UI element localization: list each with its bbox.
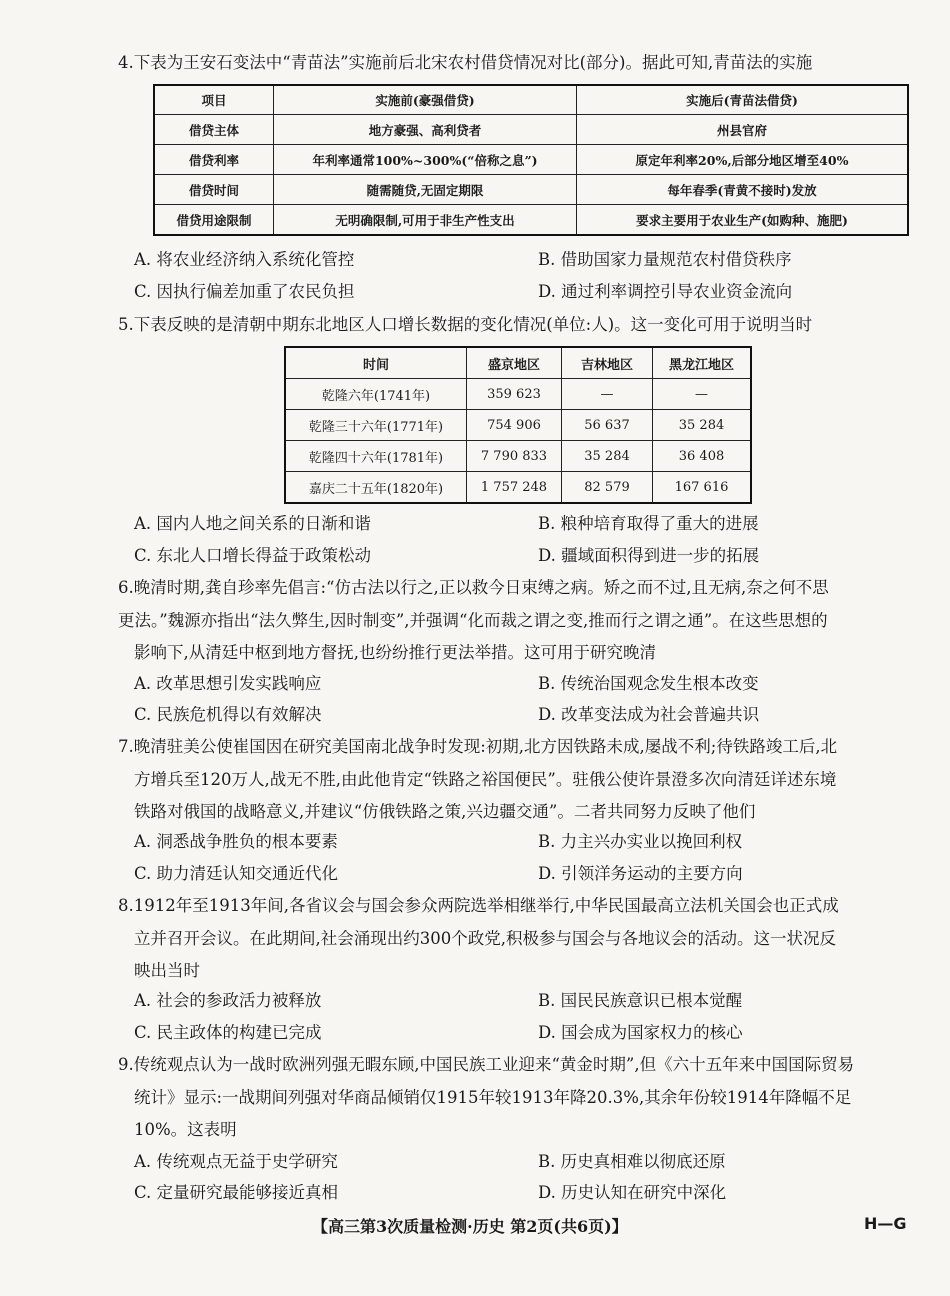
table-cell: — bbox=[653, 379, 752, 410]
option-a: A. 改革思想引发实践响应 bbox=[134, 674, 322, 693]
table-header-cell: 时间 bbox=[285, 347, 467, 379]
option-c: C. 民族危机得以有效解决 bbox=[134, 705, 322, 724]
question-6-line-3: 影响下,从清廷中枢到地方督抚,也纷纷推行更法举措。这可用于研究晚清 bbox=[134, 643, 656, 662]
paper-code: H—G bbox=[864, 1214, 907, 1233]
table-cell: 借贷用途限制 bbox=[154, 205, 274, 236]
question-8-line-1: 8.1912年至1913年间,各省议会与国会参众两院选举相继举行,中华民国最高立法机关国会也正式成 bbox=[118, 896, 839, 915]
option-c: C. 定量研究最能够接近真相 bbox=[134, 1183, 339, 1202]
table-cell: 乾隆四十六年(1781年) bbox=[285, 441, 467, 472]
table-cell: 州县官府 bbox=[577, 115, 909, 145]
table-cell: 36 408 bbox=[653, 441, 752, 472]
table-cell: 7 790 833 bbox=[467, 441, 562, 472]
question-4-table bbox=[153, 84, 909, 236]
table-cell: 乾隆三十六年(1771年) bbox=[285, 410, 467, 441]
table-header-row bbox=[285, 347, 751, 379]
question-5-stem: 5.下表反映的是清朝中期东北地区人口增长数据的变化情况(单位:人)。这一变化可用于说明当时 bbox=[118, 315, 813, 334]
table-header-row bbox=[154, 85, 908, 115]
question-7-line-2: 方增兵至120万人,战无不胜,由此他肯定“铁路之裕国便民”。驻俄公使许景澄多次向清廷详述东境 bbox=[134, 770, 837, 789]
table-row bbox=[154, 205, 908, 236]
option-b: B. 历史真相难以彻底还原 bbox=[538, 1152, 726, 1171]
table-row bbox=[154, 175, 908, 205]
table-cell: 嘉庆二十五年(1820年) bbox=[285, 472, 467, 504]
question-5-table bbox=[284, 346, 752, 504]
table-header-cell: 项目 bbox=[154, 85, 274, 115]
option-d: D. 国会成为国家权力的核心 bbox=[538, 1023, 743, 1042]
table-header-cell: 盛京地区 bbox=[467, 347, 562, 379]
question-7-line-1: 7.晚清驻美公使崔国因在研究美国南北战争时发现:初期,北方因铁路未成,屡战不利;待铁路竣工后,北 bbox=[118, 737, 838, 756]
table-cell: 借贷利率 bbox=[154, 145, 274, 175]
table-cell: 35 284 bbox=[562, 441, 653, 472]
option-d: D. 疆域面积得到进一步的拓展 bbox=[538, 546, 760, 565]
table-row bbox=[154, 115, 908, 145]
table-cell: 随需随贷,无固定期限 bbox=[274, 175, 577, 205]
option-d: D. 改革变法成为社会普遍共识 bbox=[538, 705, 760, 724]
option-d: D. 历史认知在研究中深化 bbox=[538, 1183, 727, 1202]
question-8-line-2: 立并召开会议。在此期间,社会涌现出约300个政党,积极参与国会与各地议会的活动。这一状况反 bbox=[134, 929, 836, 948]
option-a: A. 社会的参政活力被释放 bbox=[134, 991, 322, 1010]
option-c: C. 东北人口增长得益于政策松动 bbox=[134, 546, 372, 565]
table-header-cell: 实施前(豪强借贷) bbox=[274, 85, 577, 115]
table-cell: 乾隆六年(1741年) bbox=[285, 379, 467, 410]
option-b: B. 国民民族意识已根本觉醒 bbox=[538, 991, 743, 1010]
table-cell: 原定年利率20%,后部分地区增至40% bbox=[577, 145, 909, 175]
table-header-cell: 黑龙江地区 bbox=[653, 347, 752, 379]
question-7-line-3: 铁路对俄国的战略意义,并建议“仿俄铁路之策,兴边疆交通”。二者共同努力反映了他们 bbox=[134, 802, 756, 821]
table-row bbox=[285, 441, 751, 472]
table-cell: 754 906 bbox=[467, 410, 562, 441]
table-row bbox=[285, 472, 751, 504]
table-cell: 35 284 bbox=[653, 410, 752, 441]
table-cell: 无明确限制,可用于非生产性支出 bbox=[274, 205, 577, 236]
table-cell: 359 623 bbox=[467, 379, 562, 410]
option-c: C. 助力清廷认知交通近代化 bbox=[134, 864, 339, 883]
option-c: C. 因执行偏差加重了农民负担 bbox=[134, 282, 355, 301]
table-cell: 167 616 bbox=[653, 472, 752, 504]
table-cell: — bbox=[562, 379, 653, 410]
question-9-line-3: 10%。这表明 bbox=[134, 1120, 237, 1139]
question-4-stem: 4.下表为王安石变法中“青苗法”实施前后北宋农村借贷情况对比(部分)。据此可知,青苗法的实施 bbox=[118, 53, 813, 72]
option-b: B. 力主兴办实业以挽回利权 bbox=[538, 832, 743, 851]
option-a: A. 将农业经济纳入系统化管控 bbox=[134, 250, 355, 269]
question-6-line-1: 6.晚清时期,龚自珍率先倡言:“仿古法以行之,正以救今日束缚之病。矫之而不过,且无病,奈之何不思 bbox=[118, 578, 829, 597]
table-cell: 每年春季(青黄不接时)发放 bbox=[577, 175, 909, 205]
question-9-line-2: 统计》显示:一战期间列强对华商品倾销仅1915年较1913年降20.3%,其余年份较1914年降幅不足 bbox=[134, 1088, 852, 1107]
option-b: B. 传统治国观念发生根本改变 bbox=[538, 674, 759, 693]
table-cell: 1 757 248 bbox=[467, 472, 562, 504]
table-cell: 年利率通常100%~300%(“倍称之息”) bbox=[274, 145, 577, 175]
option-a: A. 国内人地之间关系的日渐和谐 bbox=[134, 514, 371, 533]
option-c: C. 民主政体的构建已完成 bbox=[134, 1023, 322, 1042]
table-cell: 借贷时间 bbox=[154, 175, 274, 205]
option-d: D. 通过利率调控引导农业资金流向 bbox=[538, 282, 793, 301]
table-row bbox=[285, 410, 751, 441]
question-8-line-3: 映出当时 bbox=[134, 961, 200, 980]
table-cell: 82 579 bbox=[562, 472, 653, 504]
table-cell: 地方豪强、高利贷者 bbox=[274, 115, 577, 145]
table-cell: 借贷主体 bbox=[154, 115, 274, 145]
table-cell: 56 637 bbox=[562, 410, 653, 441]
table-header-cell: 吉林地区 bbox=[562, 347, 653, 379]
footer-title: 【高三第3次质量检测·历史 第2页(共6页)】 bbox=[312, 1217, 628, 1236]
option-a: A. 传统观点无益于史学研究 bbox=[134, 1152, 338, 1171]
option-b: B. 借助国家力量规范农村借贷秩序 bbox=[538, 250, 792, 269]
table-row bbox=[285, 379, 751, 410]
option-b: B. 粮种培育取得了重大的进展 bbox=[538, 514, 759, 533]
option-d: D. 引领洋务运动的主要方向 bbox=[538, 864, 743, 883]
table-row bbox=[154, 145, 908, 175]
question-9-line-1: 9.传统观点认为一战时欧洲列强无暇东顾,中国民族工业迎来“黄金时期”,但《六十五年来中国国际贸易 bbox=[118, 1055, 855, 1074]
table-header-cell: 实施后(青苗法借贷) bbox=[577, 85, 909, 115]
table-cell: 要求主要用于农业生产(如购种、施肥) bbox=[577, 205, 909, 236]
question-6-line-2: 更法。”魏源亦指出“法久弊生,因时制变”,并强调“化而裁之谓之变,推而行之谓之通”。在这些思想的 bbox=[118, 611, 828, 630]
option-a: A. 洞悉战争胜负的根本要素 bbox=[134, 832, 338, 851]
